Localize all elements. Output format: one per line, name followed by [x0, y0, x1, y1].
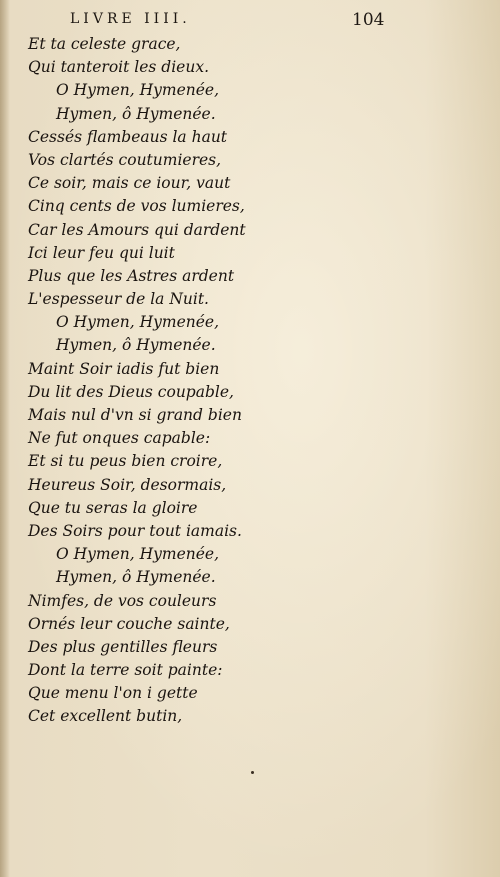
refrain-line: O Hymen, Hymenée, [56, 313, 220, 332]
verse-line: Qui tanteroit les dieux. [28, 58, 209, 77]
gutter-shadow [0, 0, 10, 877]
verse-line: Des Soirs pour tout iamais. [28, 521, 242, 540]
verse-line: Cet excellent butin, [28, 707, 183, 726]
refrain-line: O Hymen, Hymenée, [56, 545, 220, 564]
refrain-line: Hymen, ô Hymenée. [56, 104, 216, 123]
verse-line: Ce soir, mais ce iour, vaut [28, 174, 231, 193]
refrain-line: O Hymen, Hymenée, [56, 81, 220, 100]
verse-line: Et si tu peus bien croire, [28, 452, 223, 471]
verse-line: Du lit des Dieus coupable, [28, 382, 234, 401]
verse-line: Dont la terre soit painte: [28, 661, 223, 680]
refrain-line: Hymen, ô Hymenée. [56, 568, 216, 587]
verse-line: Ici leur feu qui luit [28, 243, 175, 262]
running-head: LIVRE IIII. [70, 11, 191, 27]
verse-line: Vos clartés coutumieres, [28, 150, 222, 169]
verse-line: Cinq cents de vos lumieres, [28, 197, 245, 216]
verse-line: Cessés flambeaus la haut [28, 127, 228, 146]
verse-line: Nimfes, de vos couleurs [28, 591, 217, 610]
verse-line: Que tu seras la gloire [28, 498, 198, 517]
verse-line: Que menu l'on i gette [28, 684, 198, 703]
verse-line: Des plus gentilles fleurs [28, 637, 218, 656]
refrain-line: Hymen, ô Hymenée. [56, 336, 216, 355]
verse-line: Ne fut onques capable: [28, 429, 211, 448]
verse-line: Car les Amours qui dardent [28, 220, 246, 239]
verse-line: Ornés leur couche sainte, [28, 614, 230, 633]
verse-line: Mais nul d'vn si grand bien [28, 406, 242, 424]
page-number: 104 [352, 10, 385, 30]
verse-line: Heureus Soir, desormais, [28, 475, 227, 494]
verse-line: Et ta celeste grace, [28, 35, 181, 53]
verse-line: Plus que les Astres ardent [28, 266, 235, 285]
verse-line: Maint Soir iadis fut bien [28, 359, 220, 378]
verse-line: L'espesseur de la Nuit. [28, 290, 209, 309]
poem-text [28, 33, 468, 729]
ink-speck [251, 771, 254, 774]
